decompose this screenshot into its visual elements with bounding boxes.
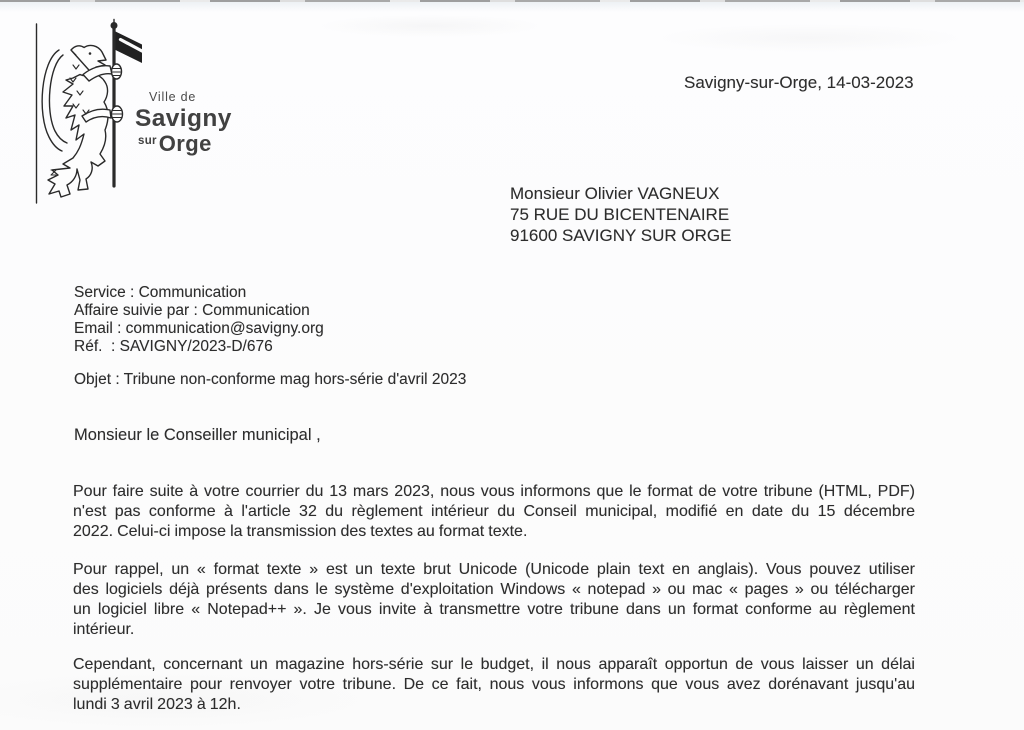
scan-top-shading-artifact	[0, 2, 1024, 12]
logo-text-sur: sur	[138, 135, 157, 147]
paragraph-line: Cependant, concernant un magazine hors-série sur le budget, il nous apparaît opportun de vous laisser un délai	[73, 656, 915, 673]
paragraph-line: un logiciel libre « Notepad++ ». Je vous invite à transmettre votre tribune dans un format conforme au règlement	[73, 601, 915, 618]
sender-meta-block	[74, 284, 324, 356]
recipient-street: 75 RUE DU BICENTENAIRE	[510, 205, 730, 224]
recipient-name: Monsieur Olivier VAGNEUX	[510, 184, 720, 203]
city-logo-wordmark	[135, 90, 232, 157]
paragraph-line: 2022. Celui-ci impose la transmission des textes au format texte.	[73, 523, 528, 540]
paragraph-line: Pour rappel, un « format texte » est un texte brut Unicode (Unicode plain text en anglais). Vous pouvez utiliser	[73, 561, 915, 578]
meta-service-line: Service : Communication	[74, 284, 247, 301]
paragraph-line: supplémentaire pour renvoyer votre tribune. De ce fait, nous vous informons que vous avez dorénavant jusqu'au	[73, 676, 915, 693]
meta-email-line: Email : communication@savigny.org	[74, 320, 324, 337]
recipient-city: 91600 SAVIGNY SUR ORGE	[510, 226, 732, 245]
logo-text-savigny: Savigny	[135, 105, 232, 132]
meta-reference-line: Réf. : SAVIGNY/2023-D/676	[74, 338, 273, 355]
place-and-date-line: Savigny-sur-Orge, 14-03-2023	[684, 73, 914, 92]
meta-affaire-line: Affaire suivie par : Communication	[74, 302, 310, 319]
salutation-line: Monsieur le Conseiller municipal ,	[74, 426, 321, 444]
recipient-address-block	[510, 183, 731, 246]
logo-text-orge: Orge	[158, 131, 212, 156]
paragraph-line: Pour faire suite à votre courrier du 13 mars 2023, nous vous informons que le format de votre tribune (HTML, PDF)	[73, 483, 915, 500]
paragraph-line: n'est pas conforme à l'article 32 du règlement intérieur du Conseil municipal, modifié en date du 15 décembre	[73, 503, 915, 520]
paragraph-line: des logiciels déjà présents dans le système d'exploitation Windows « notepad » ou mac « pages » ou télécharger	[73, 581, 915, 598]
logo-text-ville-de: Ville de	[149, 90, 197, 104]
logo-text-sur-orge	[138, 131, 232, 157]
subject-line: Objet : Tribune non-conforme mag hors-série d'avril 2023	[74, 371, 467, 388]
body-paragraph-3	[73, 655, 915, 715]
paragraph-line: intérieur.	[73, 621, 135, 638]
body-paragraph-2	[73, 560, 915, 640]
paragraph-line: lundi 3 avril 2023 à 12h.	[73, 696, 241, 713]
body-paragraph-1	[73, 482, 915, 542]
